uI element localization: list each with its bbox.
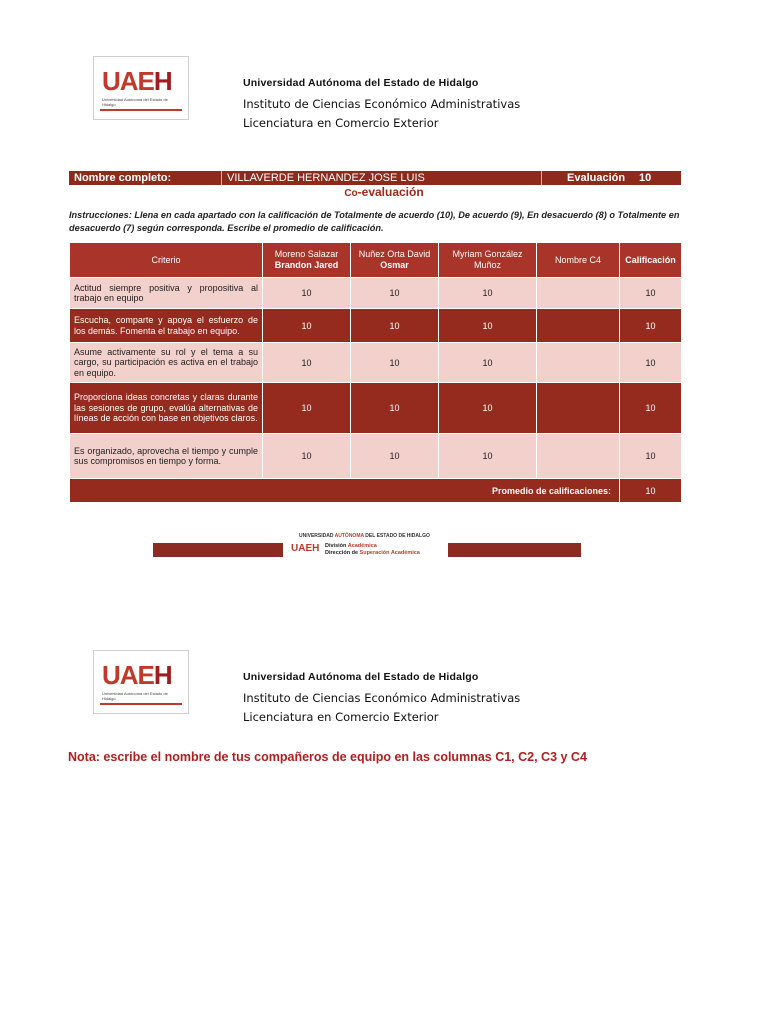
section-title: [0, 185, 768, 199]
c1-score[interactable]: 10: [263, 343, 351, 383]
row-grade: 10: [620, 309, 682, 343]
row-grade: 10: [620, 278, 682, 309]
header-c1-line2: Brandon Jared: [274, 260, 339, 270]
name-label: Nombre completo:: [74, 172, 172, 184]
c3-score[interactable]: 10: [439, 343, 537, 383]
note: Nota: escribe el nombre de tus compañeros de equipo en las columnas C1, C2, C3 y C4: [68, 750, 587, 764]
c1-score[interactable]: 10: [263, 434, 351, 479]
uaeh-logo-letters: UAEH: [102, 66, 172, 96]
university-name: Universidad Autónoma del Estado de Hidalgo: [243, 671, 479, 683]
logo-underline: [100, 703, 182, 705]
c2-score[interactable]: 10: [351, 383, 439, 434]
banner-univ-part2: AUTÓNOMA: [334, 533, 364, 539]
criterio-cell: Actitud siempre positiva y propositiva al trabajo en equipo: [70, 278, 263, 309]
banner-division: [325, 543, 377, 549]
header-c4: Nombre C4: [537, 243, 620, 278]
banner-bar-right: [448, 543, 581, 557]
footer-banner: [153, 531, 581, 557]
average-value: 10: [620, 479, 682, 503]
criterio-cell: Es organizado, aprovecha el tiempo y cumple sus compromisos en tiempo y forma.: [70, 434, 263, 479]
c1-score[interactable]: 10: [263, 309, 351, 343]
c3-score[interactable]: 10: [439, 309, 537, 343]
c1-score[interactable]: 10: [263, 278, 351, 309]
section-title-prefix: Co: [344, 188, 358, 199]
table-row: [70, 309, 682, 343]
logo-underline: [100, 109, 182, 111]
institute-name: Instituto de Ciencias Económico Administrativas: [243, 691, 521, 705]
name-bar-divider: [221, 171, 222, 185]
header-c2-line1: Nuñez Orta David: [358, 249, 431, 259]
uaeh-logo: [93, 56, 189, 120]
criterio-cell: Asume activamente su rol y el tema a su cargo, su participación es activa en el trabajo en equipo.: [70, 343, 263, 383]
program-name: Licenciatura en Comercio Exterior: [243, 710, 439, 724]
header-criterio: Criterio: [70, 243, 263, 278]
header-calificacion: Calificación: [620, 243, 682, 278]
header-c3: Myriam González Muñoz: [439, 243, 537, 278]
section-title-rest: -evaluación: [357, 185, 424, 199]
c4-score[interactable]: [537, 278, 620, 309]
table-row: [70, 434, 682, 479]
evaluation-label: Evaluación: [567, 172, 626, 184]
banner-center: [285, 531, 448, 557]
average-label: Promedio de calificaciones:: [70, 479, 620, 503]
c2-score[interactable]: 10: [351, 309, 439, 343]
evaluation-value: 10: [639, 172, 652, 184]
criterio-cell: Proporciona ideas concretas y claras durante las sesiones de grupo, evalúa alternativas de líneas de acción con base en objetivos claros.: [70, 383, 263, 434]
banner-direccion: [325, 550, 420, 556]
table-row: [70, 383, 682, 434]
banner-direccion-part2: Superación Académica: [359, 550, 420, 556]
university-name: Universidad Autónoma del Estado de Hidalgo: [243, 77, 479, 89]
c3-score[interactable]: 10: [439, 278, 537, 309]
name-bar-divider: [541, 171, 542, 185]
c2-score[interactable]: 10: [351, 343, 439, 383]
average-row: [70, 479, 682, 503]
banner-university: [299, 533, 430, 539]
instructions: Instrucciones: Llena en cada apartado con la calificación de Totalmente de acuerdo (10), De acuerdo (9), En desacuerdo (8) o Totalmente en desacuerdo (7) según corresponda. Escribe el promedio de calificación.: [69, 210, 680, 233]
c1-score[interactable]: 10: [263, 383, 351, 434]
c4-score[interactable]: [537, 434, 620, 479]
header-c2-line2: Osmar: [380, 260, 409, 270]
header-c1-line1: Moreno Salazar: [274, 249, 339, 259]
uaeh-logo-caption: Universidad Autónoma del Estado de Hidalgo: [102, 691, 168, 701]
c3-score[interactable]: 10: [439, 434, 537, 479]
row-grade: 10: [620, 434, 682, 479]
banner-division-part1: División: [325, 543, 348, 549]
banner-bar-left: [153, 543, 283, 557]
table-row: [70, 343, 682, 383]
criterio-cell: Escucha, comparte y apoya el esfuerzo de los demás. Fomenta el trabajo en equipo.: [70, 309, 263, 343]
banner-logo: UAEH: [291, 543, 320, 554]
c4-score[interactable]: [537, 383, 620, 434]
banner-univ-part3: DEL ESTADO DE HIDALGO: [363, 533, 430, 539]
institute-name: Instituto de Ciencias Económico Administrativas: [243, 97, 521, 111]
uaeh-logo-caption: Universidad Autónoma del Estado de Hidalgo: [102, 97, 168, 107]
student-name: VILLAVERDE HERNANDEZ JOSE LUIS: [227, 172, 425, 184]
c4-score[interactable]: [537, 343, 620, 383]
name-bar: [69, 171, 681, 185]
row-grade: 10: [620, 383, 682, 434]
banner-direccion-part1: Dirección de: [325, 550, 360, 556]
c2-score[interactable]: 10: [351, 434, 439, 479]
banner-division-part2: Académica: [347, 543, 377, 549]
banner-univ-part1: UNIVERSIDAD: [299, 533, 335, 539]
program-name: Licenciatura en Comercio Exterior: [243, 116, 439, 130]
table-row: [70, 278, 682, 309]
c2-score[interactable]: 10: [351, 278, 439, 309]
evaluation-table: [69, 242, 682, 503]
row-grade: 10: [620, 343, 682, 383]
header-c2: [351, 243, 439, 278]
table-header-row: [70, 243, 682, 278]
c4-score[interactable]: [537, 309, 620, 343]
c3-score[interactable]: 10: [439, 383, 537, 434]
uaeh-logo-letters: UAEH: [102, 660, 172, 690]
uaeh-logo: [93, 650, 189, 714]
header-c1: [263, 243, 351, 278]
